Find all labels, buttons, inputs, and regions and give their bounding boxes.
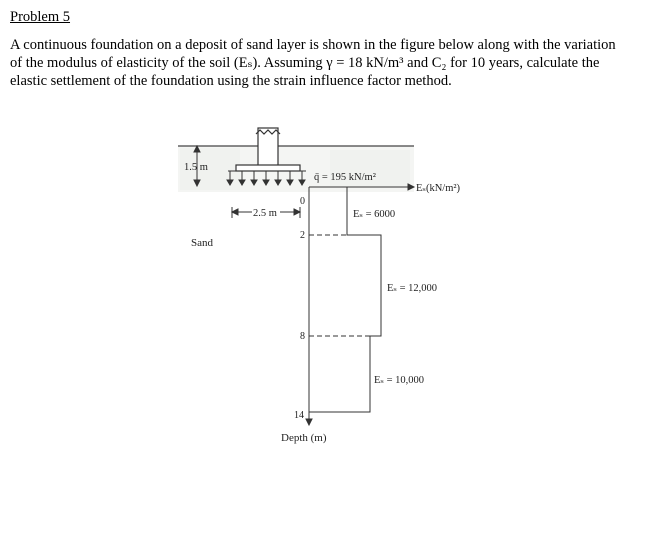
depth-tick-8: 8	[300, 331, 305, 342]
depth-axis	[306, 187, 312, 425]
layer-1-label: Eₛ = 6000	[353, 209, 396, 220]
depth-axis-label: Depth (m)	[281, 432, 327, 444]
depth-label: 1.5 m	[184, 162, 208, 173]
layer-2-label: Eₛ = 12,000	[387, 283, 437, 294]
width-label: 2.5 m	[253, 208, 277, 219]
problem-line-3: elastic settlement of the foundation using the strain influence factor method.	[10, 73, 452, 89]
depth-tick-2: 2	[300, 230, 305, 241]
depth-tick-0: 0	[300, 196, 305, 207]
problem-line-1: A continuous foundation on a deposit of sand layer is shown in the figure below along with the variation	[10, 37, 616, 53]
es-profile	[309, 187, 381, 412]
foundation-column	[256, 128, 280, 169]
sand-label: Sand	[191, 237, 213, 249]
depth-tick-14: 14	[294, 410, 304, 421]
foundation-footing	[236, 165, 300, 171]
layer-3-label: Eₛ = 10,000	[374, 375, 424, 386]
es-axis-label: Eₛ(kN/m²)	[416, 183, 461, 194]
problem-line-2: of the modulus of elasticity of the soil (Eₛ). Assuming γ = 18 kN/m³ and C₂ for 10 years, calculate the	[10, 55, 600, 71]
problem-title: Problem 5	[10, 9, 71, 25]
load-label: q̄ = 195 kN/m²	[314, 172, 376, 183]
